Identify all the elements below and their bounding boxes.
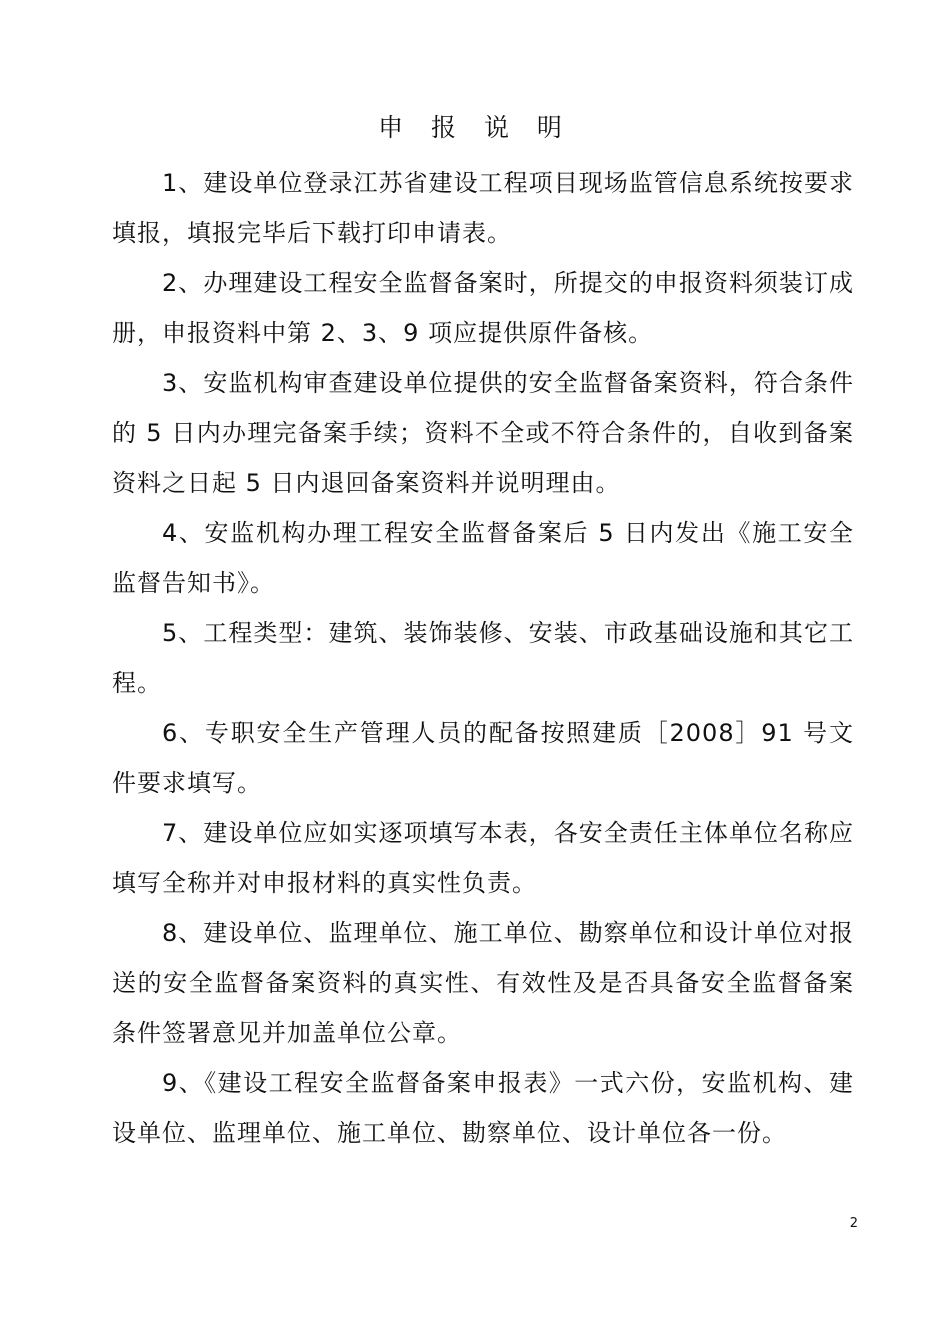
instruction-item-2: 2、办理建设工程安全监督备案时，所提交的申报资料须装订成册，申报资料中第 2、3、9 项应提供原件备核。	[112, 269, 854, 347]
instruction-item-5: 5、工程类型：建筑、装饰装修、安装、市政基础设施和其它工程。	[112, 619, 854, 697]
instruction-item-7: 7、建设单位应如实逐项填写本表，各安全责任主体单位名称应填写全称并对申报材料的真实性负责。	[112, 819, 854, 897]
instruction-item-1: 1、建设单位登录江苏省建设工程项目现场监管信息系统按要求填报，填报完毕后下载打印申请表。	[112, 169, 854, 247]
instruction-item-8: 8、建设单位、监理单位、施工单位、勘察单位和设计单位对报送的安全监督备案资料的真实性、有效性及是否具备安全监督备案条件签署意见并加盖单位公章。	[112, 919, 854, 1047]
page-number: 2	[849, 1216, 858, 1231]
instruction-item-9: 9、《建设工程安全监督备案申报表》一式六份，安监机构、建设单位、监理单位、施工单位、勘察单位、设计单位各一份。	[112, 1069, 854, 1147]
instruction-item-3: 3、安监机构审查建设单位提供的安全监督备案资料，符合条件的 5 日内办理完备案手续；资料不全或不符合条件的，自收到备案资料之日起 5 日内退回备案资料并说明理由。	[112, 369, 854, 497]
instruction-item-4: 4、安监机构办理工程安全监督备案后 5 日内发出《施工安全监督告知书》。	[112, 519, 854, 597]
page-title: 申 报 说 明	[378, 113, 572, 142]
instruction-list	[112, 158, 854, 1158]
instruction-item-6: 6、专职安全生产管理人员的配备按照建质［2008］91 号文件要求填写。	[112, 719, 854, 797]
